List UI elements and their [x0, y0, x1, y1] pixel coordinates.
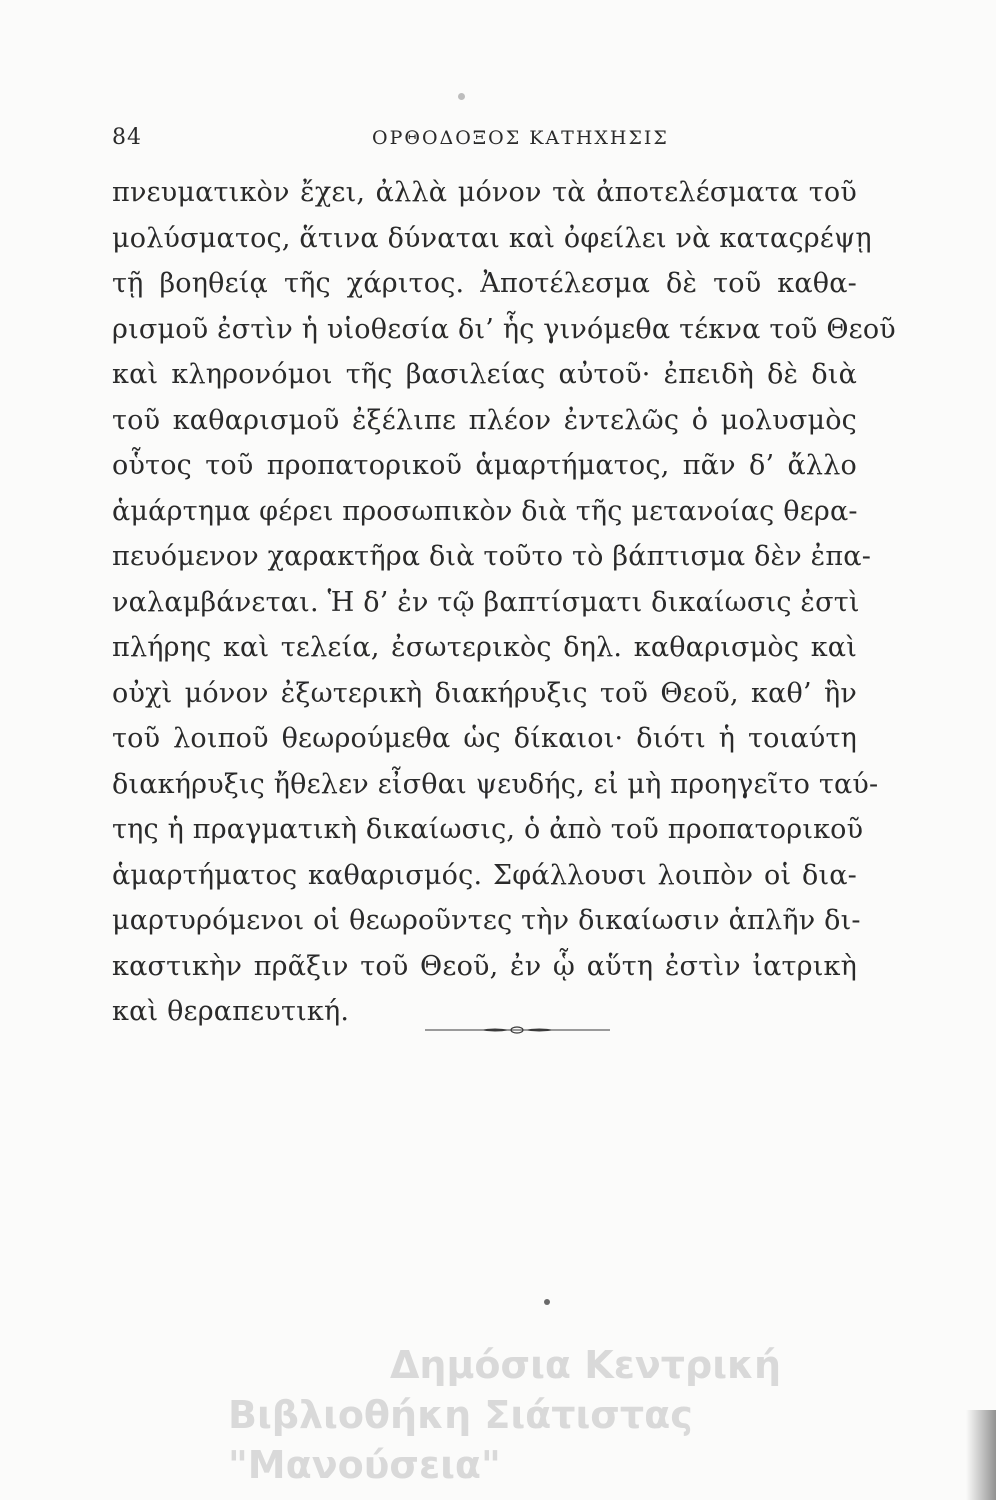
running-title: ΟΡΘΟΔΟΞΟΣ ΚΑΤΗΧΗΣΙΣ	[372, 127, 669, 149]
text-line: τοῦ καθαρισμοῦ ἐξέλιπε πλέον ἐντελῶς ὁ μολυσμὸς	[112, 404, 857, 436]
text-line: ἁμάρτημα φέρει προσωπικὸν διὰ τῆς μετανοίας θερα-	[112, 495, 858, 527]
text-line: ναλαμβάνεται. Ἡ δ’ ἐν τῷ βαπτίσματι δικαίωσις ἐστὶ	[112, 586, 860, 618]
page-number: 84	[112, 125, 142, 150]
scan-edge-shadow	[966, 1410, 996, 1500]
text-line: οὐχὶ μόνον ἐξωτερικὴ διακήρυξις τοῦ Θεοῦ, καθ’ ἣν	[112, 677, 857, 709]
text-line: καστικὴν πρᾶξιν τοῦ Θεοῦ, ἐν ᾧ αὕτη ἐστὶν ἰατρικὴ	[112, 950, 857, 982]
text-line: της ἡ πραγματικὴ δικαίωσις, ὁ ἀπὸ τοῦ προπατορικοῦ	[112, 814, 864, 845]
text-line: πευόμενον χαρακτῆρα διὰ τοῦτο τὸ βάπτισμα δὲν ἐπα-	[112, 541, 872, 572]
text-line: ἁμαρτήματος καθαρισμός. Σφάλλουσι λοιπὸν οἱ δια-	[112, 859, 857, 891]
body-text	[112, 170, 896, 1035]
text-line: ρισμοῦ ἐστὶν ἡ υἱοθεσία δι’ ἧς γινόμεθα τέκνα τοῦ Θεοῦ	[112, 313, 896, 345]
text-line: διακήρυξις ἤθελεν εἶσθαι ψευδής, εἰ μὴ προηγεῖτο ταύ-	[112, 768, 879, 800]
text-line: μαρτυρόμενοι οἱ θεωροῦντες τὴν δικαίωσιν ἁπλῆν δι-	[112, 905, 861, 936]
watermark-line-2: Βιβλιοθήκη Σιάτιστας "Μανούσεια"	[228, 1393, 693, 1487]
text-line: πλήρης καὶ τελεία, ἐσωτερικὸς δηλ. καθαρισμὸς καὶ	[112, 632, 857, 663]
text-line: μολύσματος, ἅτινα δύναται καὶ ὀφείλει νὰ καταςρέψῃ	[112, 222, 872, 254]
ink-speck	[544, 1299, 550, 1305]
section-divider-ornament	[425, 1026, 610, 1034]
library-watermark	[200, 1340, 960, 1490]
text-line: καὶ κληρονόμοι τῆς βασιλείας αὐτοῦ· ἐπειδὴ δὲ διὰ	[112, 359, 857, 390]
page-header	[112, 125, 892, 155]
ink-speck	[458, 93, 465, 100]
text-line: οὗτος τοῦ προπατορικοῦ ἁμαρτήματος, πᾶν δ’ ἄλλο	[112, 450, 857, 481]
text-line: πνευματικὸν ἔχει, ἀλλὰ μόνον τὰ ἀποτελέσματα τοῦ	[112, 177, 857, 208]
text-line: τῇ βοηθείᾳ τῆς χάριτος. Ἀποτέλεσμα δὲ τοῦ καθα-	[112, 268, 857, 299]
text-line: τοῦ λοιποῦ θεωρούμεθα ὡς δίκαιοι· διότι ἡ τοιαύτη	[112, 723, 857, 754]
watermark-line-1: Δημόσια Κεντρική	[390, 1343, 782, 1387]
text-line: καὶ θεραπευτική.	[112, 996, 350, 1027]
